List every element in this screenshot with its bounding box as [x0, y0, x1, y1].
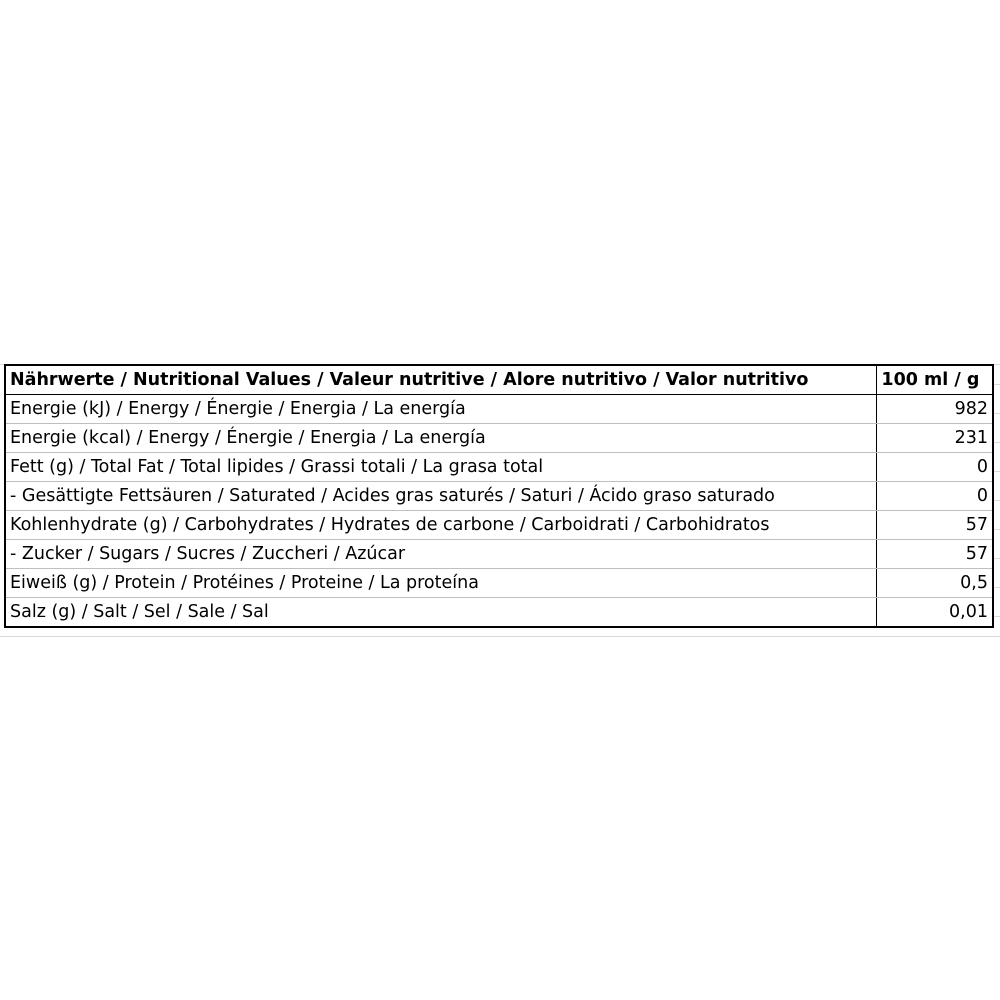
table-row — [5, 424, 993, 453]
header-unit-cell: 100 ml / g — [877, 365, 993, 395]
row-value-cell: 982 — [877, 395, 993, 424]
row-label-cell: Energie (kJ) / Energy / Énergie / Energia / La energía — [5, 395, 877, 424]
row-label-cell: Kohlenhydrate (g) / Carbohydrates / Hydrates de carbone / Carboidrati / Carbohidratos — [5, 511, 877, 540]
row-value-cell: 57 — [877, 540, 993, 569]
row-label-cell: Eiweiß (g) / Protein / Protéines / Proteine / La proteína — [5, 569, 877, 598]
table-row — [5, 511, 993, 540]
table-header-row — [5, 365, 993, 395]
row-value-cell: 0,01 — [877, 598, 993, 628]
row-value-cell: 231 — [877, 424, 993, 453]
table-row — [5, 395, 993, 424]
row-label-cell: Fett (g) / Total Fat / Total lipides / Grassi totali / La grasa total — [5, 453, 877, 482]
table-row — [5, 569, 993, 598]
row-label-cell: - Gesättigte Fettsäuren / Saturated / Acides gras saturés / Saturi / Ácido graso saturado — [5, 482, 877, 511]
header-label-cell: Nährwerte / Nutritional Values / Valeur nutritive / Alore nutritivo / Valor nutritivo — [5, 365, 877, 395]
row-label-cell: Energie (kcal) / Energy / Énergie / Energia / La energía — [5, 424, 877, 453]
row-value-cell: 0,5 — [877, 569, 993, 598]
table-row — [5, 540, 993, 569]
row-value-cell: 57 — [877, 511, 993, 540]
table-row — [5, 453, 993, 482]
nutrition-table — [4, 364, 994, 628]
row-label-cell: - Zucker / Sugars / Sucres / Zuccheri / Azúcar — [5, 540, 877, 569]
table-row — [5, 598, 993, 628]
sheet-gridlines-right — [994, 356, 1000, 642]
row-value-cell: 0 — [877, 453, 993, 482]
row-value-cell: 0 — [877, 482, 993, 511]
row-label-cell: Salz (g) / Salt / Sel / Sale / Sal — [5, 598, 877, 628]
sheet-gridline-bottom — [0, 636, 1000, 645]
table-row — [5, 482, 993, 511]
